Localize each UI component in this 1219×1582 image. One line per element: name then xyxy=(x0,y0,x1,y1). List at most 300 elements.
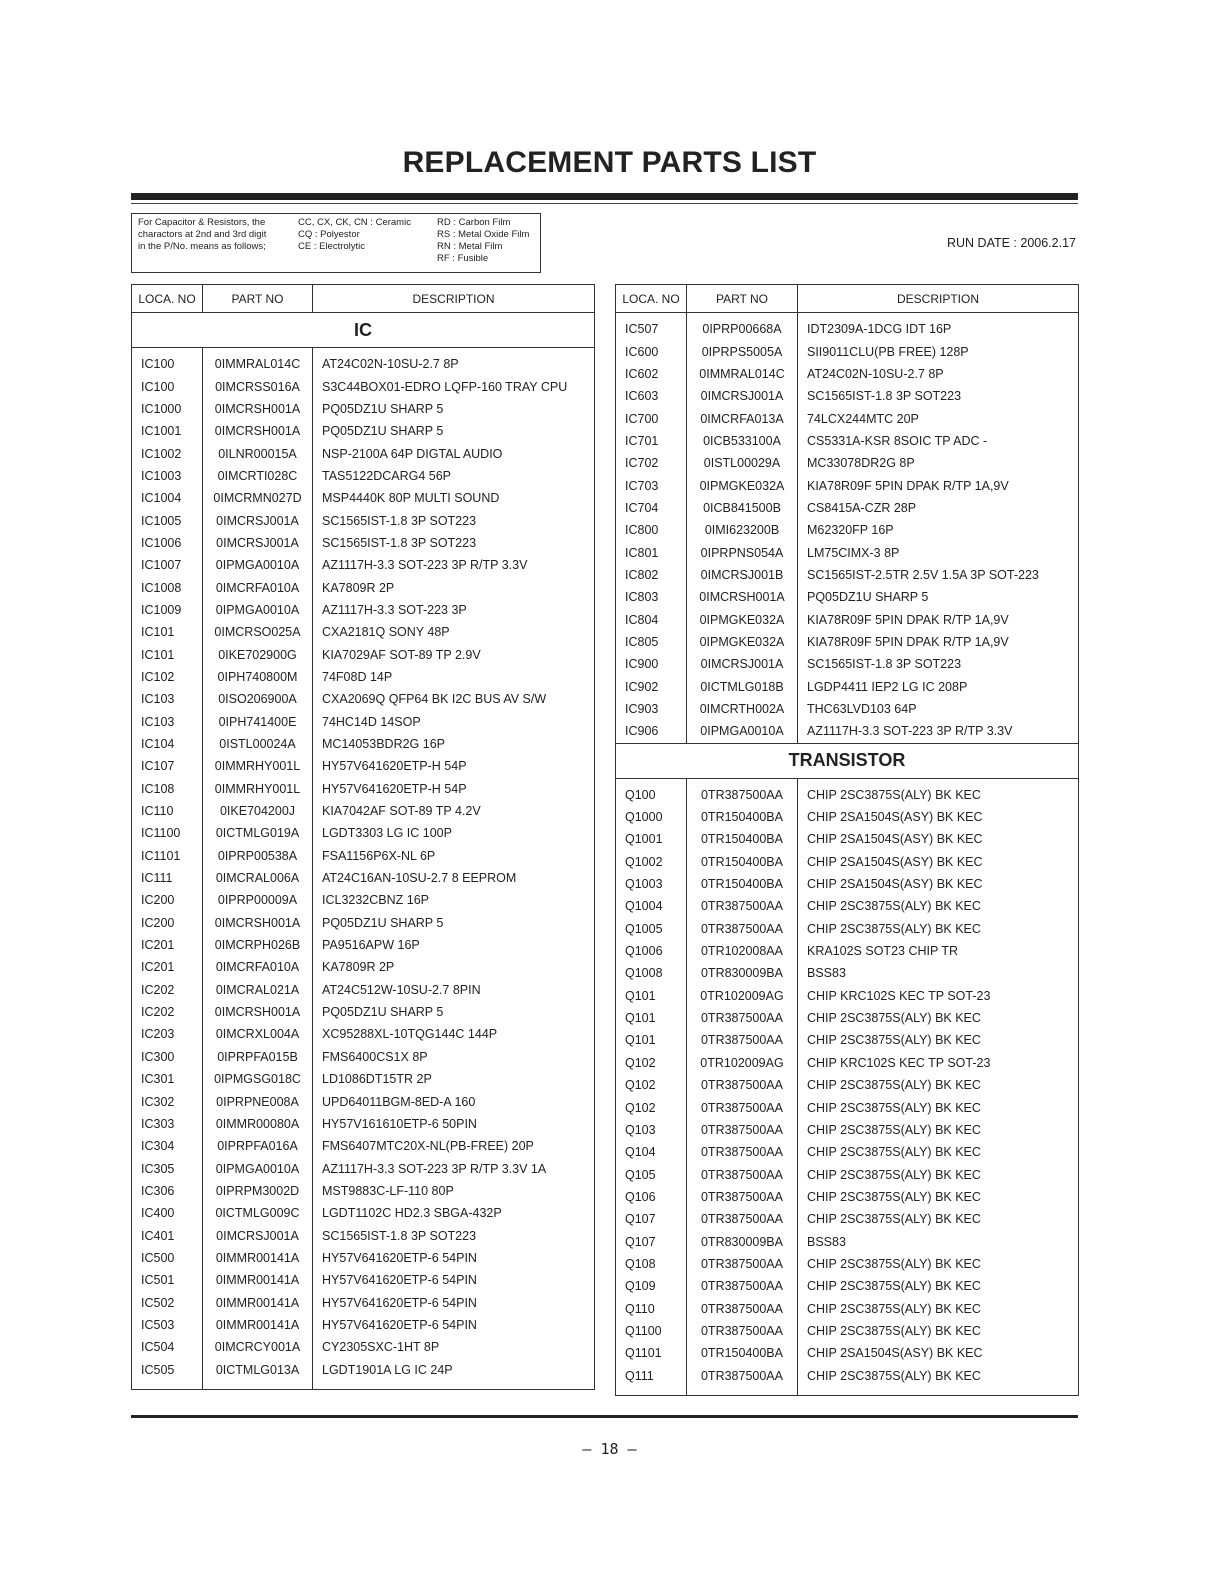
part-no-cell: 0ICTMLG013A xyxy=(203,1358,313,1380)
description-cell: XC95288XL-10TQG144C 144P xyxy=(313,1023,595,1045)
description-cell: KIA78R09F 5PIN DPAK R/TP 1A,9V xyxy=(798,631,1079,653)
part-no-cell: 0IMCRTI028C xyxy=(203,465,313,487)
description-cell: SC1565IST-1.8 3P SOT223 xyxy=(313,532,595,554)
description-cell: CXA2181Q SONY 48P xyxy=(313,621,595,643)
table-row xyxy=(132,800,595,822)
description-cell: 74LCX244MTC 20P xyxy=(798,407,1079,429)
part-no-cell: 0IMCRSH001A xyxy=(203,912,313,934)
part-no-cell: 0IMMRAL014C xyxy=(203,353,313,375)
table-row xyxy=(616,851,1079,873)
table-row xyxy=(616,1029,1079,1051)
loca-no-cell: Q1000 xyxy=(616,806,687,828)
description-cell: CHIP 2SC3875S(ALY) BK KEC xyxy=(798,1096,1079,1118)
table-row xyxy=(132,1224,595,1246)
part-no-cell: 0IMCRSH001A xyxy=(203,1001,313,1023)
table-row xyxy=(132,1090,595,1112)
part-no-cell: 0IMCRSJ001A xyxy=(687,653,798,675)
table-row xyxy=(616,318,1079,340)
table-row xyxy=(132,398,595,420)
loca-no-cell: Q102 xyxy=(616,1074,687,1096)
loca-no-cell: IC1005 xyxy=(132,509,203,531)
loca-no-cell: IC400 xyxy=(132,1202,203,1224)
description-cell: CHIP 2SA1504S(ASY) BK KEC xyxy=(798,851,1079,873)
part-no-cell: 0IMMR00080A xyxy=(203,1113,313,1135)
table-row xyxy=(132,1135,595,1157)
part-no-cell: 0TR150400BA xyxy=(687,851,798,873)
table-row xyxy=(132,1336,595,1358)
part-no-cell: 0IMMRHY001L xyxy=(203,755,313,777)
description-cell: LGDT1102C HD2.3 SBGA-432P xyxy=(313,1202,595,1224)
description-cell: KIA78R09F 5PIN DPAK R/TP 1A,9V xyxy=(798,608,1079,630)
description-cell: LGDP4411 IEP2 LG IC 208P xyxy=(798,676,1079,698)
part-no-cell: 0IPRP00538A xyxy=(203,845,313,867)
table-row xyxy=(616,519,1079,541)
description-cell: CHIP 2SC3875S(ALY) BK KEC xyxy=(798,1074,1079,1096)
run-date: RUN DATE : 2006.2.17 xyxy=(947,236,1076,250)
part-no-cell: 0IMCRFA010A xyxy=(203,956,313,978)
section-transistor xyxy=(616,743,1079,778)
part-no-cell: 0IKE704200J xyxy=(203,800,313,822)
part-no-cell: 0ICTMLG018B xyxy=(687,676,798,698)
part-no-cell: 0ICTMLG019A xyxy=(203,822,313,844)
description-cell: BSS83 xyxy=(798,1230,1079,1252)
loca-no-cell: IC803 xyxy=(616,586,687,608)
table-row xyxy=(616,1119,1079,1141)
part-no-cell: 0TR150400BA xyxy=(687,806,798,828)
loca-no-cell: IC303 xyxy=(132,1113,203,1135)
description-cell: PQ05DZ1U SHARP 5 xyxy=(313,1001,595,1023)
loca-no-cell: IC108 xyxy=(132,778,203,800)
section-ic xyxy=(132,313,595,348)
part-no-cell: 0TR387500AA xyxy=(687,1297,798,1319)
table-row xyxy=(616,474,1079,496)
description-cell: KIA7042AF SOT-89 TP 4.2V xyxy=(313,800,595,822)
loca-no-cell: IC602 xyxy=(616,363,687,385)
table-row xyxy=(616,363,1079,385)
table-row xyxy=(616,720,1079,743)
part-no-cell: 0IMCRSO025A xyxy=(203,621,313,643)
description-cell: SII9011CLU(PB FREE) 128P xyxy=(798,340,1079,362)
description-cell: NSP-2100A 64P DIGTAL AUDIO xyxy=(313,442,595,464)
description-cell: KIA78R09F 5PIN DPAK R/TP 1A,9V xyxy=(798,474,1079,496)
description-cell: CHIP KRC102S KEC TP SOT-23 xyxy=(798,985,1079,1007)
table-row xyxy=(616,784,1079,806)
part-no-cell: 0IPRPNS054A xyxy=(687,541,798,563)
part-no-cell: 0IPRPFA016A xyxy=(203,1135,313,1157)
description-cell: MC33078DR2G 8P xyxy=(798,452,1079,474)
legend-col-3 xyxy=(437,217,529,265)
table-row xyxy=(132,755,595,777)
table-row xyxy=(132,889,595,911)
loca-no-cell: IC107 xyxy=(132,755,203,777)
left-table-body xyxy=(132,313,595,1390)
spacer-cell xyxy=(313,1381,595,1390)
part-no-cell: 0IMMR00141A xyxy=(203,1291,313,1313)
description-cell: CHIP 2SC3875S(ALY) BK KEC xyxy=(798,1119,1079,1141)
description-cell: PQ05DZ1U SHARP 5 xyxy=(313,420,595,442)
loca-no-cell: IC704 xyxy=(616,497,687,519)
legend-line: CQ : Polyestor xyxy=(298,229,360,240)
part-no-cell: 0IPH741400E xyxy=(203,711,313,733)
loca-no-cell: IC103 xyxy=(132,711,203,733)
spacer-cell xyxy=(687,1387,798,1396)
loca-no-cell: IC703 xyxy=(616,474,687,496)
table-row xyxy=(132,912,595,934)
part-no-cell: 0TR387500AA xyxy=(687,1029,798,1051)
legend-line: CC, CX, CK, CN : Ceramic xyxy=(298,217,411,228)
part-no-cell: 0IMCRFA013A xyxy=(687,407,798,429)
part-no-cell: 0IPRP00668A xyxy=(687,318,798,340)
description-cell: S3C44BOX01-EDRO LQFP-160 TRAY CPU xyxy=(313,375,595,397)
part-no-cell: 0IPMGSG018C xyxy=(203,1068,313,1090)
description-cell: HY57V641620ETP-6 54PIN xyxy=(313,1247,595,1269)
part-no-cell: 0IMCRSJ001A xyxy=(203,532,313,554)
table-row xyxy=(132,1314,595,1336)
description-cell: CHIP 2SC3875S(ALY) BK KEC xyxy=(798,918,1079,940)
loca-no-cell: IC502 xyxy=(132,1291,203,1313)
table-row xyxy=(132,353,595,375)
description-cell: AT24C512W-10SU-2.7 8PIN xyxy=(313,979,595,1001)
loca-no-cell: IC103 xyxy=(132,688,203,710)
table-row xyxy=(616,497,1079,519)
description-cell: 74F08D 14P xyxy=(313,666,595,688)
loca-no-cell: IC301 xyxy=(132,1068,203,1090)
table-row xyxy=(616,1208,1079,1230)
page-title: REPLACEMENT PARTS LIST xyxy=(402,146,817,179)
part-no-cell: 0IMMRAL014C xyxy=(687,363,798,385)
part-no-cell: 0ICB533100A xyxy=(687,430,798,452)
description-cell: AT24C16AN-10SU-2.7 8 EEPROM xyxy=(313,867,595,889)
table-row xyxy=(132,1068,595,1090)
description-cell: AZ1117H-3.3 SOT-223 3P R/TP 3.3V xyxy=(313,554,595,576)
loca-no-cell: IC505 xyxy=(132,1358,203,1380)
description-cell: LGDT3303 LG IC 100P xyxy=(313,822,595,844)
loca-no-cell: Q105 xyxy=(616,1163,687,1185)
part-no-cell: 0TR387500AA xyxy=(687,1275,798,1297)
table-row xyxy=(132,621,595,643)
part-no-cell: 0TR150400BA xyxy=(687,1342,798,1364)
table-row xyxy=(616,1253,1079,1275)
description-cell: CHIP 2SC3875S(ALY) BK KEC xyxy=(798,1186,1079,1208)
table-row xyxy=(616,1186,1079,1208)
part-no-cell: 0ICB841500B xyxy=(687,497,798,519)
description-cell: CS5331A-KSR 8SOIC TP ADC - xyxy=(798,430,1079,452)
legend-line: RF : Fusible xyxy=(437,253,489,264)
table-row xyxy=(616,828,1079,850)
table-row xyxy=(616,1320,1079,1342)
loca-no-cell: IC603 xyxy=(616,385,687,407)
part-no-cell: 0ISO206900A xyxy=(203,688,313,710)
description-cell: FSA1156P6X-NL 6P xyxy=(313,845,595,867)
part-no-cell: 0TR387500AA xyxy=(687,1163,798,1185)
part-no-cell: 0IKE702900G xyxy=(203,643,313,665)
loca-no-cell: IC700 xyxy=(616,407,687,429)
loca-no-cell: IC800 xyxy=(616,519,687,541)
table-row xyxy=(616,1096,1079,1118)
part-no-cell: 0IMCRSS016A xyxy=(203,375,313,397)
table-row xyxy=(616,586,1079,608)
part-no-cell: 0TR830009BA xyxy=(687,962,798,984)
part-no-cell: 0ILNR00015A xyxy=(203,442,313,464)
loca-no-cell: IC304 xyxy=(132,1135,203,1157)
part-no-cell: 0ICTMLG009C xyxy=(203,1202,313,1224)
part-no-cell: 0IMCRSH001A xyxy=(203,420,313,442)
legend-line: in the P/No. means as follows; xyxy=(138,241,266,252)
description-cell: KIA7029AF SOT-89 TP 2.9V xyxy=(313,643,595,665)
description-cell: IDT2309A-1DCG IDT 16P xyxy=(798,318,1079,340)
table-row xyxy=(132,576,595,598)
loca-no-cell: IC306 xyxy=(132,1180,203,1202)
part-no-cell: 0TR387500AA xyxy=(687,895,798,917)
table-row xyxy=(616,631,1079,653)
description-cell: LGDT1901A LG IC 24P xyxy=(313,1358,595,1380)
description-cell: CS8415A-CZR 28P xyxy=(798,497,1079,519)
description-cell: CHIP 2SC3875S(ALY) BK KEC xyxy=(798,1208,1079,1230)
table-row xyxy=(616,940,1079,962)
part-no-cell: 0IMMR00141A xyxy=(203,1247,313,1269)
description-cell: HY57V641620ETP-6 54PIN xyxy=(313,1314,595,1336)
table-row xyxy=(616,608,1079,630)
loca-no-cell: IC805 xyxy=(616,631,687,653)
title-rule-thin xyxy=(131,203,1078,204)
loca-no-cell: IC1002 xyxy=(132,442,203,464)
loca-no-cell: IC302 xyxy=(132,1090,203,1112)
description-cell: CHIP 2SC3875S(ALY) BK KEC xyxy=(798,1007,1079,1029)
loca-no-cell: Q1006 xyxy=(616,940,687,962)
part-no-cell: 0TR387500AA xyxy=(687,1119,798,1141)
part-no-cell: 0IMCRAL006A xyxy=(203,867,313,889)
part-no-cell: 0IPH740800M xyxy=(203,666,313,688)
table-row xyxy=(616,653,1079,675)
table-row xyxy=(132,487,595,509)
part-no-cell: 0IPRPNE008A xyxy=(203,1090,313,1112)
loca-no-cell: Q1001 xyxy=(616,828,687,850)
part-no-cell: 0TR387500AA xyxy=(687,1253,798,1275)
parts-table-right xyxy=(615,284,1079,1396)
legend-line: For Capacitor & Resistors, the xyxy=(138,217,266,228)
loca-no-cell: Q106 xyxy=(616,1186,687,1208)
loca-no-cell: IC100 xyxy=(132,375,203,397)
loca-no-cell: Q101 xyxy=(616,1007,687,1029)
spacer-row xyxy=(132,1381,595,1390)
description-cell: PA9516APW 16P xyxy=(313,934,595,956)
table-row xyxy=(132,956,595,978)
table-row xyxy=(616,1074,1079,1096)
loca-no-cell: Q1002 xyxy=(616,851,687,873)
table-row xyxy=(616,895,1079,917)
part-no-cell: 0TR387500AA xyxy=(687,1074,798,1096)
description-cell: CHIP 2SA1504S(ASY) BK KEC xyxy=(798,1342,1079,1364)
table-row xyxy=(616,452,1079,474)
description-cell: SC1565IST-1.8 3P SOT223 xyxy=(798,653,1079,675)
table-row xyxy=(132,509,595,531)
table-row xyxy=(132,1180,595,1202)
part-no-cell: 0IPRPM3002D xyxy=(203,1180,313,1202)
table-row xyxy=(132,934,595,956)
description-cell: LD1086DT15TR 2P xyxy=(313,1068,595,1090)
description-cell: MC14053BDR2G 16P xyxy=(313,733,595,755)
loca-no-cell: IC1004 xyxy=(132,487,203,509)
description-cell: CHIP 2SC3875S(ALY) BK KEC xyxy=(798,1320,1079,1342)
loca-no-cell: IC102 xyxy=(132,666,203,688)
section-heading: TRANSISTOR xyxy=(616,743,1079,778)
description-cell: ICL3232CBNZ 16P xyxy=(313,889,595,911)
description-cell: AT24C02N-10SU-2.7 8P xyxy=(313,353,595,375)
table-row xyxy=(132,643,595,665)
right-table-body xyxy=(616,313,1079,1396)
loca-no-cell: IC201 xyxy=(132,934,203,956)
title-rule-thick xyxy=(131,193,1078,200)
loca-no-cell: IC1101 xyxy=(132,845,203,867)
table-row xyxy=(132,733,595,755)
table-row xyxy=(132,554,595,576)
loca-no-cell: Q108 xyxy=(616,1253,687,1275)
table-row xyxy=(616,918,1079,940)
part-no-cell: 0TR102008AA xyxy=(687,940,798,962)
loca-no-cell: Q104 xyxy=(616,1141,687,1163)
loca-no-cell: IC300 xyxy=(132,1046,203,1068)
part-no-cell: 0ISTL00029A xyxy=(687,452,798,474)
loca-no-cell: IC906 xyxy=(616,720,687,743)
description-cell: KA7809R 2P xyxy=(313,576,595,598)
part-no-cell: 0IMCRSJ001B xyxy=(687,564,798,586)
table-row xyxy=(132,979,595,1001)
part-no-cell: 0TR387500AA xyxy=(687,918,798,940)
header-part-no: PART NO xyxy=(687,285,798,313)
loca-no-cell: Q102 xyxy=(616,1052,687,1074)
description-cell: SC1565IST-1.8 3P SOT223 xyxy=(313,1224,595,1246)
table-row xyxy=(616,340,1079,362)
description-cell: AZ1117H-3.3 SOT-223 3P xyxy=(313,599,595,621)
parts-table-left xyxy=(131,284,595,1390)
loca-no-cell: IC507 xyxy=(616,318,687,340)
spacer-cell xyxy=(798,1387,1079,1396)
loca-no-cell: IC1001 xyxy=(132,420,203,442)
table-row xyxy=(616,676,1079,698)
loca-no-cell: IC500 xyxy=(132,1247,203,1269)
description-cell: HY57V641620ETP-6 54PIN xyxy=(313,1269,595,1291)
description-cell: THC63LVD103 64P xyxy=(798,698,1079,720)
header-description: DESCRIPTION xyxy=(798,285,1079,313)
description-cell: CHIP 2SC3875S(ALY) BK KEC xyxy=(798,1253,1079,1275)
table-row xyxy=(132,1247,595,1269)
loca-no-cell: IC203 xyxy=(132,1023,203,1045)
description-cell: LM75CIMX-3 8P xyxy=(798,541,1079,563)
loca-no-cell: IC110 xyxy=(132,800,203,822)
table-row xyxy=(616,541,1079,563)
table-row xyxy=(132,1202,595,1224)
section-heading: IC xyxy=(132,313,595,348)
part-no-cell: 0IMMRHY001L xyxy=(203,778,313,800)
part-no-cell: 0TR830009BA xyxy=(687,1230,798,1252)
part-no-cell: 0IPMGA0010A xyxy=(203,554,313,576)
loca-no-cell: Q101 xyxy=(616,1029,687,1051)
part-no-cell: 0IMCRSJ001A xyxy=(203,509,313,531)
part-no-cell: 0IMCRFA010A xyxy=(203,576,313,598)
spacer-row xyxy=(616,1387,1079,1396)
legend-box xyxy=(131,213,541,273)
loca-no-cell: IC504 xyxy=(132,1336,203,1358)
description-cell: FMS6407MTC20X-NL(PB-FREE) 20P xyxy=(313,1135,595,1157)
part-no-cell: 0IPMGKE032A xyxy=(687,474,798,496)
loca-no-cell: IC900 xyxy=(616,653,687,675)
loca-no-cell: IC200 xyxy=(132,912,203,934)
loca-no-cell: IC101 xyxy=(132,643,203,665)
description-cell: MST9883C-LF-110 80P xyxy=(313,1180,595,1202)
loca-no-cell: Q100 xyxy=(616,784,687,806)
table-row xyxy=(132,711,595,733)
loca-no-cell: Q110 xyxy=(616,1297,687,1319)
loca-no-cell: IC1008 xyxy=(132,576,203,598)
loca-no-cell: IC1100 xyxy=(132,822,203,844)
description-cell: CXA2069Q QFP64 BK I2C BUS AV S/W xyxy=(313,688,595,710)
description-cell: KRA102S SOT23 CHIP TR xyxy=(798,940,1079,962)
header-loca-no: LOCA. NO xyxy=(132,285,203,313)
part-no-cell: 0IMCRSH001A xyxy=(203,398,313,420)
description-cell: CHIP 2SC3875S(ALY) BK KEC xyxy=(798,1141,1079,1163)
loca-no-cell: IC101 xyxy=(132,621,203,643)
header-loca-no: LOCA. NO xyxy=(616,285,687,313)
description-cell: M62320FP 16P xyxy=(798,519,1079,541)
loca-no-cell: IC100 xyxy=(132,353,203,375)
description-cell: SC1565IST-1.8 3P SOT223 xyxy=(798,385,1079,407)
loca-no-cell: Q102 xyxy=(616,1096,687,1118)
table-row xyxy=(616,1163,1079,1185)
table-row xyxy=(616,1342,1079,1364)
part-no-cell: 0IPMGA0010A xyxy=(687,720,798,743)
part-no-cell: 0IPRPS5005A xyxy=(687,340,798,362)
description-cell: KA7809R 2P xyxy=(313,956,595,978)
loca-no-cell: Q1101 xyxy=(616,1342,687,1364)
description-cell: CHIP 2SC3875S(ALY) BK KEC xyxy=(798,1297,1079,1319)
part-no-cell: 0IPMGKE032A xyxy=(687,608,798,630)
table-row xyxy=(132,666,595,688)
table-row xyxy=(616,1230,1079,1252)
description-cell: TAS5122DCARG4 56P xyxy=(313,465,595,487)
table-row xyxy=(616,407,1079,429)
table-row xyxy=(132,1269,595,1291)
loca-no-cell: Q103 xyxy=(616,1119,687,1141)
table-row xyxy=(616,806,1079,828)
loca-no-cell: Q1008 xyxy=(616,962,687,984)
loca-no-cell: IC804 xyxy=(616,608,687,630)
part-no-cell: 0TR387500AA xyxy=(687,784,798,806)
part-no-cell: 0IMCRMN027D xyxy=(203,487,313,509)
legend-line: RS : Metal Oxide Film xyxy=(437,229,530,240)
part-no-cell: 0IMI623200B xyxy=(687,519,798,541)
loca-no-cell: IC802 xyxy=(616,564,687,586)
description-cell: CHIP 2SA1504S(ASY) BK KEC xyxy=(798,828,1079,850)
part-no-cell: 0TR387500AA xyxy=(687,1364,798,1386)
part-no-cell: 0IPRPFA015B xyxy=(203,1046,313,1068)
part-no-cell: 0IPMGA0010A xyxy=(203,599,313,621)
description-cell: BSS83 xyxy=(798,962,1079,984)
description-cell: CHIP 2SC3875S(ALY) BK KEC xyxy=(798,1163,1079,1185)
loca-no-cell: IC104 xyxy=(132,733,203,755)
table-row xyxy=(132,1113,595,1135)
description-cell: CHIP 2SC3875S(ALY) BK KEC xyxy=(798,784,1079,806)
table-row xyxy=(616,1141,1079,1163)
table-row xyxy=(616,1364,1079,1386)
table-row xyxy=(132,1046,595,1068)
loca-no-cell: IC1003 xyxy=(132,465,203,487)
table-row xyxy=(132,420,595,442)
description-cell: PQ05DZ1U SHARP 5 xyxy=(798,586,1079,608)
description-cell: AT24C02N-10SU-2.7 8P xyxy=(798,363,1079,385)
description-cell: HY57V641620ETP-6 54PIN xyxy=(313,1291,595,1313)
footer-rule xyxy=(131,1415,1078,1418)
legend-line: RD : Carbon Film xyxy=(437,217,511,228)
